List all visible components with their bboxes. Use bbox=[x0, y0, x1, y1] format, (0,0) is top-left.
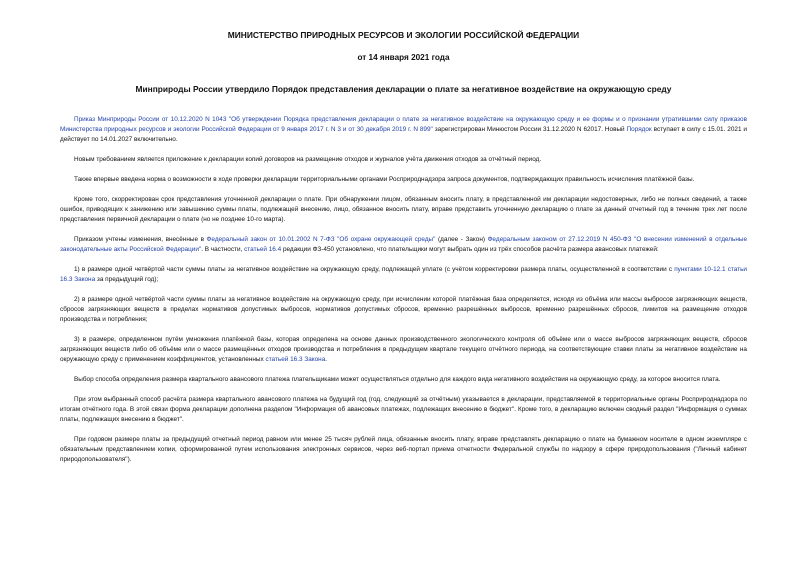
paragraph-declaration-section: При этом выбранный способ расчёта размера квартального авансового платежа на будущий год (год, следующий за отчётным) указывается в декларации, представляемой в территориальные органы Росприроднадзора по итогам отчётного года. В этой связи форма декларации дополнена разделом "Информация об авансовых платежах, подлежащих внесению в бюджет". Кроме того, в декларацию включен сводный раздел "Информация о суммах платы, подлежащих внесению в бюджет". bbox=[60, 396, 747, 423]
order-text: зарегистрирован Минюстом России 31.12.2020 N 62017. Новый bbox=[432, 126, 627, 133]
points-10-12-link[interactable]: пунктами 10-12.1 статьи 16.3 Закона bbox=[60, 266, 747, 283]
ministry-heading: МИНИСТЕРСТВО ПРИРОДНЫХ РЕСУРСОВ И ЭКОЛОГИИ РОССИЙСКОЙ ФЕДЕРАЦИИ bbox=[227, 30, 580, 40]
paragraph-new-requirement: Новым требованием является приложение к декларации копий договоров на размещение отходов и журналов учёта движения отходов за отчётный период. bbox=[74, 156, 542, 163]
procedure-link[interactable]: Порядок bbox=[626, 126, 652, 133]
article-16-3-link[interactable]: статьей 16.3 Закона bbox=[265, 356, 326, 363]
order-link[interactable]: Приказ Минприроды России от 10.12.2020 N 1043 "Об утверждении Порядка представления декларации о плате за негативное воздействие на окружающую среду и ее формы и о признании утратившими силу приказов Министерства природных ресурсов и экологии Российской Федерации от 9 января 2017 г. N 3 и от 30 декабря 2019 г. N 899" bbox=[60, 116, 747, 133]
paragraph-method-3 bbox=[60, 335, 747, 365]
law-changes-text-4: редакции ФЗ-450 установлено, что плательщики могут выбрать один из трёх способов расчёта размера авансовых платежей: bbox=[281, 246, 659, 253]
law-changes-text-3: . В частности, bbox=[201, 246, 245, 253]
document-date: от 14 января 2021 года bbox=[357, 53, 450, 62]
paragraph-corrected-declaration: Кроме того, скорректирован срок представления уточненной декларации о плате. При обнаружении лицом, обязанным вносить плату, в представленной им декларации недостоверных, либо не полных сведений, а также ошибок, приводящих к занижению или завышению суммы платы, подлежащей внесению, лицо, обязанное вносить плату, вправе представить уточненную декларацию о плате за данный отчетный год в течение трех лет после представления первичной декларации о плате (но не позднее 10-го марта). bbox=[60, 196, 747, 223]
paragraph-method-choice: Выбор способа определения размера квартального авансового платежа плательщиками может осуществляться отдельно для каждого вида негативного воздействия на окружающую среду, за которое вносится плата. bbox=[74, 376, 721, 383]
order-validity-text: вступает в силу с 15.01. 2021 и действует по 14.01.2027 включительно. bbox=[60, 126, 747, 143]
document-title: Минприроды России утвердило Порядок представления декларации о плате за негативное воздействие на окружающую среду bbox=[135, 84, 672, 94]
method-1-text-2: за предыдущий год); bbox=[95, 276, 159, 283]
document-page bbox=[60, 30, 747, 475]
law-7fz-link[interactable]: Федеральный закон от 10.01.2002 N 7-ФЗ "Об охране окружающей среды" bbox=[206, 236, 436, 243]
method-3-text-2: . bbox=[325, 356, 328, 363]
law-changes-text-2: (далее - Закон) bbox=[435, 236, 488, 243]
paragraph-law-changes bbox=[60, 235, 747, 255]
paragraph-paper-submission: При годовом размере платы за предыдущий отчетный период равном или менее 25 тысяч рублей лица, обязанные вносить плату, вправе представлять декларацию о плате на бумажном носителе в одном экземпляре с обязательным представлением копии, сформированной путем использования электронных сервисов, через веб-портал приема отчетности Федеральной службы по надзору в сфере природопользования ("Личный кабинет природопользователя"). bbox=[60, 436, 747, 463]
paragraph-method-1 bbox=[60, 265, 747, 285]
law-450fz-link[interactable]: Федеральным законом от 27.12.2019 N 450-ФЗ "О внесении изменений в отдельные законодательные акты Российской Федерации" bbox=[60, 236, 747, 253]
paragraph-method-2: 2) в размере одной четвёртой части суммы платы за негативное воздействие на окружающую среду, при исчислении которой платёжная база определяется, исходя из объёма или массы выбросов загрязняющих веществ, сбросов загрязняющих веществ в пределах нормативов допустимых выбросов, нормативов допустимых сбросов, временно разрешённых выбросов, временно разрешённых сбросов, лимитов на размещение отходов производства и потребления; bbox=[60, 296, 747, 323]
method-1-text-1: 1) в размере одной четвёртой части суммы платы за негативное воздействие на окружающую среду, подлежащей уплате (с учётом корректировки размера платы, осуществленной в соответствии с bbox=[74, 266, 675, 273]
article-16-4-link[interactable]: статьей 16.4 bbox=[244, 246, 282, 253]
paragraph-order bbox=[60, 115, 747, 145]
law-changes-text-1: Приказом учтены изменения, внесённые в bbox=[74, 236, 207, 243]
paragraph-document-request: Также впервые введена норма о возможности в ходе проверки декларации территориальными органами Росприроднадзора запроса документов, подтверждающих правильность исчисления платёжной базы. bbox=[74, 176, 695, 183]
method-3-text-1: 3) в размере, определенном путём умножения платёжной базы, которая определена на основе данных производственного экологического контроля об объёме или о массе выбросов загрязняющих веществ, сбросов загрязняющих веществ либо об объёме или о массе размещённых отходов производства и потребления в предыдущем квартале текущего отчётного периода, на соответствующие ставки платы за негативное воздействие на окружающую среду с применением коэффициентов, установленных bbox=[60, 336, 747, 363]
